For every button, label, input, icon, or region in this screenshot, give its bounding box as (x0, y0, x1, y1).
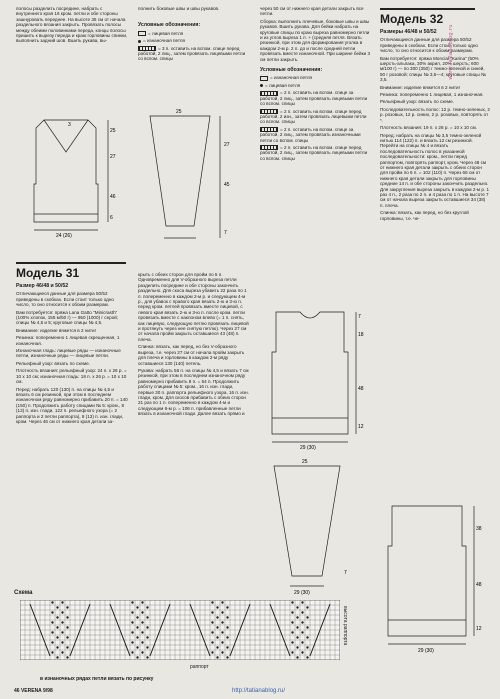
chart-stitch-dot (66, 646, 68, 648)
chart-stitch-dot (131, 631, 133, 633)
dim-width: 24 (26) (56, 233, 72, 239)
schematic-model31-sleeve (140, 106, 252, 256)
paragraph: Отличающиеся данные для размера 50/52 приведены в скобках. Если стоит только одно число, то оно относится к обоим размерам. (16, 291, 114, 308)
chart-stitch-dot (291, 651, 293, 653)
chart-stitch-dot (226, 656, 228, 658)
paragraph: Спинка: вязать, как перед, но без круглой горловины, т.е. че- (380, 210, 469, 221)
chart-stitch-dot (56, 606, 58, 608)
chart-stitch-dot (211, 621, 213, 623)
page-footer: 46 VERENA 9/98 (14, 688, 53, 694)
paragraph: Резинка: попеременно 1 лицевая, 1 изнаночная. (380, 92, 484, 98)
chart-stitch-dot (306, 616, 308, 618)
chart-stitch-dot (296, 606, 298, 608)
model32-text (380, 30, 490, 223)
dim-12: 12 (358, 424, 364, 430)
chart-stitch-dot (51, 611, 53, 613)
repeat-height-label: высота раппорта (342, 606, 348, 646)
dim-7: 7 (358, 314, 361, 320)
paragraph: Последовательность полос: 12 р. темно-зеленых, 2 р. розовых, 12 р. синих, 2 р. розовых, повторять от *. (380, 106, 490, 123)
chart-stitch-dot (221, 621, 223, 623)
dim-3: 3 (68, 122, 71, 128)
chart-stitch-dot (301, 621, 303, 623)
chart-stitch-dot (61, 621, 63, 623)
chart-stitch-dot (141, 621, 143, 623)
chart-stitch-dot (211, 631, 213, 633)
chart-stitch-dot (61, 651, 63, 653)
chart-stitch-dot (226, 626, 228, 628)
paragraph: Перед: набрать 120 (130) п. на спицы № 4,5 и вязать 6 см резинкой, при этом в последнем изнаночном ряду равномерно прибавить 20 п. = 140 (150) п. Продолжить работу спицами № 5: кром., 8 (13) п. изн. глади, 122 п. рельефного узора (= 2 раппорта и 2 петли раппорта), 8 (13) п. изн. глади, кром. Через 46 см от нижнего края детали за- (16, 386, 128, 424)
chart-stitch-dot (291, 631, 293, 633)
paragraph: Изнаночная гладь: лицевые ряды — изнаночные петли, изнаночные ряды — лицевые петли. (16, 348, 121, 359)
chart-stitch-dot (56, 636, 58, 638)
chart-stitch-dot (51, 601, 53, 603)
chart-stitch-dot (226, 616, 228, 618)
chart-stitch-dot (291, 621, 293, 623)
col2-top-text (138, 6, 250, 64)
chart-stitch-dot (226, 636, 228, 638)
dim-12: 12 (476, 626, 482, 632)
paragraph: Внимание: изделие вяжется в 2 нити! (380, 84, 460, 90)
chart-stitch-dot (301, 611, 303, 613)
paragraph: крыть с обеих сторон для пройм по 5 п. Одновременно для V-образного выреза петли разделить посредине и обе стороны закончить раздельно. Для скоса выреза убавить 22 раза по 1 п. попеременно в каждом 2-м р. и следующем 4-м р., для убавок с правого края вязать 2-ю и 3-ю п. перед кром. петлей провязать вместе лицевой, с левого края вязать 2-ю и 3-ю п. после кром. петли провязать вместе с наклоном влево (= 1 п. снять, как лицевую, следующую петлю провязать лицевой и протянуть через нее снятую петлю). Через 27 см от начала пройм закрыть оставшиеся 43 (48) п. плеча. (138, 272, 249, 342)
chart-stitch-dot (136, 656, 138, 658)
chart-stitch-dot (61, 611, 63, 613)
chart-stitch-dot (216, 626, 218, 628)
chart-stitch-dot (291, 611, 293, 613)
dim-6: 6 (110, 215, 113, 221)
schematic-model31 (18, 118, 128, 240)
dim-25: 25 (302, 459, 308, 465)
purl-stitch-icon (138, 40, 141, 43)
knitting-chart (20, 600, 340, 660)
chart-stitch-dot (306, 646, 308, 648)
paragraph: Плотность вязания: 19 п. х 28 р. = 10 х 10 см. (380, 125, 477, 131)
chart-stitch-dot (221, 631, 223, 633)
dim-sleeve-width: 29 (30) (294, 590, 310, 596)
knit-stitch-icon (138, 31, 146, 36)
dim-48: 48 (358, 386, 364, 392)
paragraph: полнить боковые швы и швы рукавов. (138, 6, 220, 11)
chart-stitch-dot (216, 636, 218, 638)
paragraph: Сборка: выполнить плечевые, боковые швы и швы рукавов. Вшить рукава. Для бейки набрать на круговые спицы по краю выреза равномерно петли и из углов выреза 1 п. + (средняя петля. Вязать резинкой, при этом для формирования уголка в каждом 2-м р. 2 п. до и после средней петли провязать вместе изнаночной. При ширине бейки 3 см петли закрыть. (260, 18, 370, 62)
legend-item: = 2 п. оставить на вспом. спице за работой, 2 лиц., затем провязать изнаночными петли со вспом. спицы (260, 126, 361, 143)
repeat-label: раппорт (190, 664, 209, 670)
site-link[interactable]: http://tatianablog.ru/ (232, 688, 286, 694)
paragraph: Плотность вязания: рельефный узор: 24 п. х 26 р. = 10 х 10 см; изнаночная гладь: 18 п. х 26 р. = 10 х 10 см. (16, 368, 127, 385)
watermark: www.tatianablog.ru (448, 24, 454, 80)
col1-top-text (16, 6, 128, 46)
col3-top-text (260, 6, 372, 163)
chart-stitch-dot (291, 641, 293, 643)
dim-46: 46 (110, 194, 116, 200)
chart-stitch-dot (296, 616, 298, 618)
chart-stitch-dot (146, 636, 148, 638)
legend-item: = 2 п. оставить на вспом. спице перед работой, 2 лиц., затем провязать лицевыми петли со вспом. спицы (260, 144, 368, 161)
model31-title: Модель 31 (16, 262, 126, 280)
paragraph: Резинка: попеременно 1 лицевая скрещенная, 1 изнаночная. (16, 335, 120, 346)
chart-stitch-dot (66, 606, 68, 608)
schematic-model32-back (380, 486, 492, 656)
dim-width: 29 (30) (418, 648, 434, 654)
chart-stitch-dot (136, 616, 138, 618)
chart-stitch-dot (131, 611, 133, 613)
chart-label: Схема (14, 590, 33, 596)
dim-38: 38 (476, 526, 482, 532)
paragraph: Спинка: вязать, как перед, но без V-образного выреза, т.е. через 27 см от начала пройм закрыть для плеча и горловины в каждом 2-м ряду оставшиеся 130 (140) петель. (138, 344, 245, 366)
chart-stitch-dot (226, 606, 228, 608)
model32-title: Модель 32 (380, 8, 475, 26)
paragraph: Рукава: набрать 56 п. на спицы № 4,5 и вязать 7 см резинкой, при этом в последнем изнаночном ряду равномерно прибавить 8 п. = 64 п. Продолжить работу спицами № 5: кром., 16 п. изн. глади, первые 30 п. раппорта рельефного узора, 16 п. изн. глади, кром. Для скосов прибавить с обеих сторон 21 раз по 1 п. попеременно в каждом 4-м и следующем 6-м р. = 106 п. прибавленные петли вязать в изнаночной глади. Далее вязать прямо и (138, 367, 249, 417)
dim-18: 18 (358, 332, 364, 338)
paragraph: Вам потребуется: пряжа Lana Gatto "Minicrasth" (100% хлопок, 155 м/50 г) — 950 (1000) г серой; спицы № 4,5 и 5; круговые спицы № 4,5. (16, 309, 119, 326)
col2-body-text (138, 272, 250, 419)
chart-stitch-dot (216, 606, 218, 608)
chart-stitch-dot (211, 651, 213, 653)
chart-stitch-dot (211, 601, 213, 603)
paragraph: через 50 см от нижнего края детали закрыть все петли. (260, 6, 364, 17)
chart-stitch-dot (51, 651, 53, 653)
dim-27: 27 (224, 142, 230, 148)
chart-stitch-dot (146, 656, 148, 658)
schematic-model32-sleeve (262, 456, 374, 596)
chart-stitch-dot (301, 641, 303, 643)
chart-stitch-dot (216, 616, 218, 618)
legend-item: = изнаночная петля (270, 75, 313, 81)
chart-stitch-dot (141, 641, 143, 643)
chart-stitch-dot (136, 606, 138, 608)
chart-stitch-dot (146, 626, 148, 628)
chart-stitch-dot (51, 621, 53, 623)
legend-title: Условные обозначения: (260, 67, 323, 74)
dim-48: 48 (476, 582, 482, 588)
chart-stitch-dot (221, 601, 223, 603)
chart-stitch-dot (136, 646, 138, 648)
chart-stitch-dot (131, 621, 133, 623)
legend-item: = лицевая петля (265, 82, 301, 88)
chart-stitch-dot (296, 636, 298, 638)
dim-25: 25 (110, 128, 116, 134)
legend-item: = 2 п. оставить на вспом. спице перед работой, 2 изн., затем провязать лицевыми петли со вспом. спицы (260, 108, 367, 125)
chart-stitch-dot (131, 601, 133, 603)
paragraph: полосы разделить посредине, набрать с внутреннего края 16 кром. петли и обе стороны зашнуровать переднее. На высоте 35 см от начала раздельного вязания закрыть. Провязать полосы между обеими половинками переда, концы полосы пришить к вырезу переда и краю горловины спинки, выполнить задний шов. Вшить рукава, вы- (16, 6, 128, 44)
chart-stitch-dot (221, 641, 223, 643)
chart-stitch-dot (216, 656, 218, 658)
chart-stitch-dot (56, 646, 58, 648)
chart-stitch-dot (56, 626, 58, 628)
chart-stitch-dot (131, 641, 133, 643)
chart-stitch-dot (141, 611, 143, 613)
dim-width: 29 (30) (300, 445, 316, 450)
chart-stitch-dot (296, 626, 298, 628)
schematic-model32-front (262, 300, 374, 450)
chart-stitch-dot (146, 646, 148, 648)
chart-stitch-dot (131, 651, 133, 653)
chart-stitch-dot (296, 646, 298, 648)
paragraph: Рельефный узор: вязать по схеме. (16, 360, 90, 366)
chart-stitch-dot (66, 616, 68, 618)
chart-stitch-dot (291, 601, 293, 603)
chart-stitch-dot (306, 606, 308, 608)
size-line: Размеры 46/48 и 50/52 (380, 29, 437, 35)
chart-stitch-dot (146, 606, 148, 608)
dim-25: 25 (176, 109, 182, 115)
chart-stitch-dot (301, 631, 303, 633)
legend-item: = изнаночная петля (143, 38, 186, 44)
chart-note: в изнаночных рядах петли вязать по рисунку (40, 676, 154, 682)
chart-stitch-dot (61, 631, 63, 633)
chart-stitch-dot (141, 651, 143, 653)
size-line: Размер 46/48 и 50/52 (16, 283, 69, 289)
chart-stitch-dot (51, 631, 53, 633)
chart-stitch-dot (141, 631, 143, 633)
chart-stitch-dot (211, 641, 213, 643)
knit-stitch-icon (260, 84, 263, 87)
chart-stitch-dot (221, 611, 223, 613)
legend-title: Условные обозначения: (138, 22, 201, 29)
dim-7: 7 (344, 570, 347, 576)
chart-stitch-dot (211, 611, 213, 613)
chart-stitch-dot (146, 616, 148, 618)
dim-45: 45 (224, 182, 230, 188)
chart-stitch-dot (226, 646, 228, 648)
chart-stitch-dot (136, 626, 138, 628)
paragraph: Внимание: изделие вяжется в 2 нити! (16, 327, 96, 333)
chart-stitch-dot (66, 626, 68, 628)
chart-stitch-dot (66, 656, 68, 658)
chart-stitch-dot (306, 626, 308, 628)
chart-stitch-dot (216, 646, 218, 648)
legend-item: = 2 п. оставить на вспом. спице за работой, 2 лиц., затем провязать лицевыми петли со вспом. спицы (260, 90, 368, 107)
purl-stitch-icon (260, 76, 268, 81)
chart-stitch-dot (296, 656, 298, 658)
paragraph: Рельефный узор: вязать по схеме. (380, 99, 454, 105)
chart-stitch-dot (301, 601, 303, 603)
chart-stitch-dot (221, 651, 223, 653)
paragraph: Перед: набрать на спицы № 3,5 темно-зеленой нитью 114 (122) п. и вязать 12 см резинкой. Перейти на спицы № 4 и вязать последовательность полос в указанной последовательности: кром., петли перед раппортом, повторять раппорт, кром. Через 48 см от нижнего края детали закрыть с обеих сторон для пройм по 6 п. = 102 (110) п. Через 66 см от нижнего края детали закрыть для горловины средние 14 п. и обе стороны закончить раздельно. Для закругления выреза закрыть в каждом 2-м р. 1 раз 4 п., 2 раза по 2 п. и 4 раза по 1 п. На высоте 7 см от начала выреза закрыть оставшиеся 34 (38) п. плеча. (380, 132, 489, 208)
paragraph: Отличающиеся данные для размера 50/52 приведены в скобках. Если стоит только одно число, то оно относится к обоим размерам. (380, 37, 478, 54)
chart-stitch-dot (61, 601, 63, 603)
dim-27: 27 (110, 154, 116, 160)
chart-stitch-dot (66, 636, 68, 638)
chart-stitch-dot (141, 601, 143, 603)
chart-stitch-dot (61, 641, 63, 643)
chart-stitch-dot (56, 616, 58, 618)
legend-item: = лицевая петля (148, 30, 184, 36)
chart-stitch-dot (306, 656, 308, 658)
chart-stitch-dot (51, 641, 53, 643)
dim-7: 7 (224, 230, 227, 236)
chart-stitch-dot (56, 656, 58, 658)
chart-stitch-dot (306, 636, 308, 638)
chart-stitch-dot (136, 636, 138, 638)
paragraph: Вам потребуется: пряжа Moncial "Karina" (50% шерсть-альпака, 30% акрил, 20% шерсть; 600 м/100 г) — по 300 (350) г темно-зеленой и синей, 50 г розовой; спицы № 3,5—4; круговые спицы № 3,5. (380, 55, 486, 83)
chart-stitch-dot (301, 651, 303, 653)
legend-item: = 3 п. оставить на вспом. спице перед работой, 2 лиц., затем провязать лицевыми петли со вспом. спицы (138, 45, 246, 62)
model31-text (16, 284, 128, 426)
